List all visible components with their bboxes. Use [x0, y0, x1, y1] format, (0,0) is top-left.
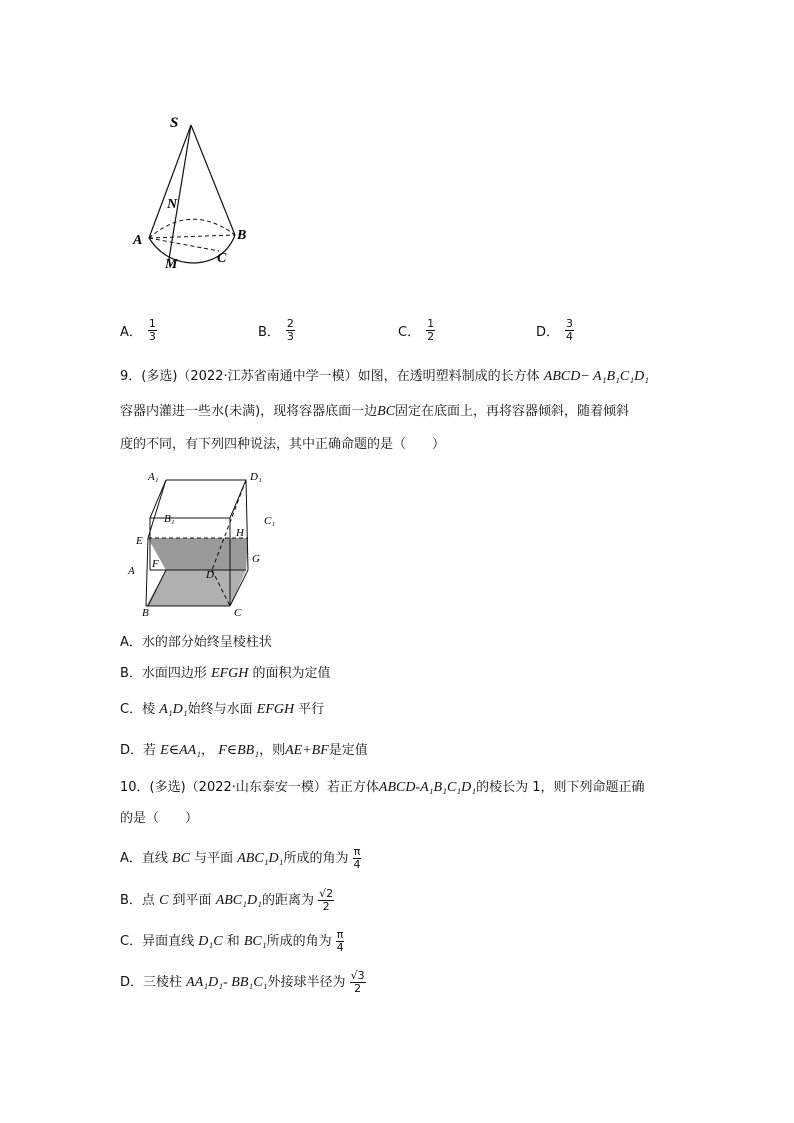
fraction [318, 888, 334, 913]
option-text: 和 [226, 934, 240, 949]
prism-label-g: G [252, 553, 260, 565]
option-text: 所成的角为 [283, 851, 349, 866]
option-letter: A． [120, 325, 142, 340]
math-var: A₁D₁ [159, 702, 188, 717]
q10-option-b[interactable] [120, 888, 334, 913]
q10-option-a[interactable] [120, 846, 361, 871]
prism-label-d1: D₁ [250, 471, 262, 483]
option-text: ， [201, 743, 215, 758]
option-text: 外接球半径为 [267, 975, 346, 990]
fraction [286, 318, 295, 343]
denominator: 4 [336, 941, 344, 954]
q9-text: 9．(多选)（2022·江苏省南通中学一模）如图，在透明塑料制成的长方体 [120, 369, 540, 384]
q9-solid-name: ABCD− A₁B₁C₁D₁ [543, 369, 650, 384]
fraction [353, 846, 362, 871]
math-var: EFGH [211, 666, 249, 681]
fraction [426, 318, 435, 343]
q10-text: 的是（ ） [120, 811, 199, 826]
prism-label-b1: B₁ [164, 513, 175, 525]
numerator: π [353, 845, 361, 858]
option-text: A．直线 [120, 851, 168, 866]
math-var: BC₁ [243, 934, 267, 949]
option-text: A．水的部分始终呈棱柱状 [120, 635, 272, 650]
prism-label-c: C [234, 607, 242, 618]
option-text: 是定值 [328, 743, 368, 758]
q9-edge-bc: BC [377, 404, 396, 419]
option-text: 平行 [298, 702, 325, 717]
option-letter: B． [258, 325, 280, 340]
option-text: D．若 [120, 743, 157, 758]
q10-stem-line2 [120, 810, 198, 828]
fraction [336, 929, 345, 954]
q8-options [120, 318, 580, 358]
q10-stem-line1 [120, 779, 645, 797]
q10-text: 的棱长为 1，则下列命题正确 [476, 780, 645, 795]
prism-label-f: F [152, 558, 159, 570]
numerator: √2 [319, 887, 334, 900]
q9-text: 容器内灌进一些水(未满)，现将容器底面一边 [120, 404, 378, 419]
q9-option-d[interactable] [120, 742, 368, 760]
option-text: 到平面 [172, 893, 212, 908]
q10-option-c[interactable] [120, 929, 344, 954]
option-text: 所成的角为 [266, 934, 332, 949]
cone-label-m: M [165, 257, 178, 272]
cone-label-n: N [167, 197, 178, 212]
math-var: BC [172, 851, 190, 866]
prism-label-d: D [206, 569, 214, 581]
q8-option-d[interactable] [536, 318, 574, 343]
option-text: D．三棱柱 [120, 975, 183, 990]
q9-stem-line3 [120, 436, 445, 454]
numerator: √3 [350, 969, 365, 982]
denominator: 2 [322, 900, 330, 913]
option-letter: D． [536, 325, 560, 340]
math-var: ABC₁D₁ [237, 851, 284, 866]
numerator: 1 [148, 317, 156, 330]
q9-option-a[interactable] [120, 634, 272, 652]
cone-label-a: A [133, 233, 143, 248]
option-text: C．棱 [120, 702, 156, 717]
cone-label-s: S [170, 115, 179, 131]
fraction [148, 318, 157, 343]
option-text: 与平面 [194, 851, 234, 866]
q8-option-c[interactable] [398, 318, 435, 343]
math-var: ABCD-A₁B₁C₁D₁ [378, 780, 477, 795]
q9-option-b[interactable] [120, 665, 331, 683]
prism-label-h: H [236, 527, 244, 539]
numerator: 1 [427, 317, 435, 330]
option-text: 的面积为定值 [252, 666, 331, 681]
math-expr: F∈BB₁ [218, 743, 260, 758]
math-var: EFGH [256, 702, 295, 717]
denominator: 2 [427, 330, 435, 343]
option-text: B．点 [120, 893, 155, 908]
math-var: ABC₁D₁ [215, 893, 262, 908]
cone-label-c: C [217, 251, 227, 266]
q9-text: 固定在底面上，再将容器倾斜，随着倾斜 [395, 404, 630, 419]
q8-option-a[interactable] [120, 318, 157, 343]
q9-stem-line2 [120, 403, 629, 421]
denominator: 3 [148, 330, 156, 343]
cone-label-b: B [237, 228, 247, 243]
option-text: ，则 [259, 743, 286, 758]
q10-text: 10．(多选)（2022·山东泰安一模）若正方体 [120, 780, 379, 795]
q9-stem-line1 [120, 368, 649, 386]
option-text: B．水面四边形 [120, 666, 207, 681]
denominator: 2 [354, 982, 362, 995]
prism-label-e: E [136, 535, 143, 547]
denominator: 3 [286, 330, 294, 343]
fraction [565, 318, 574, 343]
prism-label-a: A [128, 565, 135, 577]
option-letter: C． [398, 325, 421, 340]
numerator: 2 [286, 317, 294, 330]
cone-figure [125, 105, 265, 275]
math-var: C [159, 893, 169, 908]
prism-label-a1: A₁ [148, 471, 159, 483]
denominator: 4 [566, 330, 574, 343]
option-text: C．异面直线 [120, 934, 195, 949]
math-expr: AE+BF [285, 743, 329, 758]
denominator: 4 [353, 858, 361, 871]
prism-figure [118, 466, 288, 618]
option-text: 的距离为 [262, 893, 315, 908]
q10-option-d[interactable] [120, 970, 366, 995]
numerator: π [336, 928, 344, 941]
math-var: AA₁D₁- BB₁C₁ [186, 975, 268, 990]
numerator: 3 [566, 317, 574, 330]
prism-label-b: B [142, 607, 149, 618]
math-expr: E∈AA₁ [160, 743, 202, 758]
q8-option-b[interactable] [258, 318, 295, 343]
prism-label-c1: C₁ [264, 515, 276, 527]
q9-text: 度的不同，有下列四种说法，其中正确命题的是（ ） [120, 437, 446, 452]
q9-option-c[interactable] [120, 701, 324, 719]
option-text: 始终与水面 [187, 702, 253, 717]
math-var: D₁C [198, 934, 223, 949]
fraction [350, 970, 366, 995]
